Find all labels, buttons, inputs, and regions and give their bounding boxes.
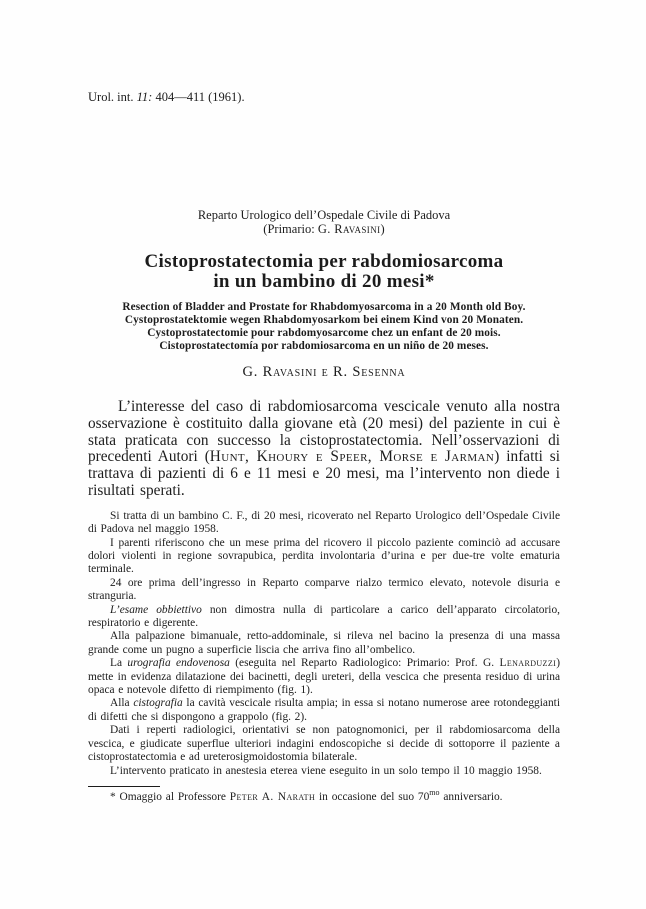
case-report-section — [88, 510, 560, 778]
article-title — [88, 252, 560, 292]
citation-journal-name: Urol. int. — [88, 90, 137, 104]
case-paragraph-7-post: la cavità vescicale risulta ampia; in essa si notano numerose aree rotondeggianti di difetti che si dispongono a grappolo (fig. 2). — [88, 697, 560, 723]
case-paragraph-6 — [88, 657, 560, 697]
case-paragraph-6-post: ) mette in evidenza dilatazione dei bacinetti, degli ureteri, della vescica che presenta residuo di urina opaca e notevole difetto di riempimento (fig. 1). — [88, 657, 560, 697]
primario-suffix: ) — [380, 222, 385, 236]
intro-paragraph — [88, 399, 560, 500]
footnote-text: * Omaggio al Professore — [110, 790, 230, 803]
institution-director — [88, 222, 560, 236]
case-paragraph-7-pre: Alla — [110, 697, 134, 710]
journal-citation — [88, 90, 560, 104]
footnote-text-end: anniversario. — [439, 790, 503, 803]
title-german: Cystoprostatektomie wegen Rhabdomyosarkom bei einem Kind von 20 Monaten. — [124, 314, 524, 326]
intro-text-end: ) infatti si trattava di pazienti di 6 e 11 mesi e 20 mesi, ma l’intervento non diede i risultati sperati. — [88, 448, 560, 499]
case-paragraph-7 — [88, 697, 560, 724]
title-spanish: Cistoprostatectomía por rabdomiosarcoma en un niño de 20 meses. — [159, 340, 489, 352]
primario-prefix: (Primario: — [263, 222, 318, 236]
authors-line: G. Ravasini e R. Sesenna — [242, 364, 406, 380]
case-paragraph-6-pre: La — [110, 657, 128, 670]
title-english: Resection of Bladder and Prostate for Rhabdomyosarcoma in a 20 Month old Boy. — [122, 301, 526, 313]
citation-volume: 11: — [136, 90, 153, 104]
title-french: Cystoprostatectomie pour rabdomyosarcome chez un enfant de 20 mois. — [147, 327, 501, 339]
footnote-divider — [88, 786, 160, 787]
institution-name: Reparto Urologico dell’Ospedale Civile di Padova — [197, 208, 451, 222]
citation-pages: 404—411 (1961). — [152, 90, 245, 104]
case-paragraph-3: 24 ore prima dell’ingresso in Reparto comparve rialzo termico elevato, notevole disuria e stranguria. — [88, 576, 560, 603]
case-paragraph-4-rest: non dimostra nulla di particolare a carico dell’apparato circolatorio, respiratorio e digerente. — [88, 603, 560, 630]
case-paragraph-5: Alla palpazione bimanuale, retto-addominale, si rileva nel bacino la presenza di una massa grande come un pugno a superficie liscia che arriva fino all’ombelico. — [88, 630, 560, 656]
intro-text: L’interesse del caso di rabdomiosarcoma vescicale venuto alla nostra osservazione è costituito dalla giovane età (20 mesi) del paziente in cui è stata praticata con successo la cistoprostatectomia. Nell’osservazioni di precedenti Autori ( — [88, 398, 560, 466]
article-title-line1: Cistoprostatectomia per rabdomiosarcoma — [144, 251, 504, 272]
intro-cited-authors: Hunt, Khoury e Speer, Morse e Jarman — [209, 448, 495, 466]
case-paragraph-6-mid: (eseguita nel Reparto Radiologico: Primario: Prof. G. — [229, 657, 500, 670]
case-paragraph-1: Si tratta di un bambino C. F., di 20 mesi, ricoverato nel Reparto Urologico dell’Ospedale Civile di Padova nel maggio 1958. — [88, 509, 560, 536]
urography-term: urografia endovenosa — [127, 657, 230, 670]
case-paragraph-8: Dati i reperti radiologici, orientativi se non patognomonici, per il rabdomiosarcoma della vescica, e giudicate superflue ulteriori indagini endoscopiche si decide di sottoporre il paziente a cistoprostatectomia e ad ureterosigmoidostomia bilaterale. — [88, 724, 560, 764]
translated-titles — [88, 301, 560, 353]
institution-block — [88, 208, 560, 236]
exam-term: L’esame obbiettivo — [110, 603, 202, 616]
footnote-text-mid: in occasione del suo 70 — [315, 790, 430, 803]
article-title-line2: in un bambino di 20 mesi* — [213, 271, 435, 292]
radiologist-name: Lenarduzzi — [499, 657, 557, 670]
case-paragraph-2: I parenti riferiscono che un mese prima del ricovero il piccolo paziente cominciò ad accusare dolori violenti in regione sovrapubica, perdita involontaria d’urina e per due-tre volte ematuria terminale. — [88, 536, 560, 576]
footnote-superscript: mo — [429, 788, 440, 798]
footnote — [88, 788, 560, 804]
primario-name: G. Ravasini — [317, 222, 381, 236]
cystography-term: cistografia — [133, 697, 183, 710]
case-paragraph-4 — [88, 604, 560, 631]
case-paragraph-9: L’intervento praticato in anestesia eterea viene eseguito in un solo tempo il 10 maggio 1958. — [110, 764, 542, 777]
dedicatee-name: Peter A. Narath — [229, 790, 316, 803]
